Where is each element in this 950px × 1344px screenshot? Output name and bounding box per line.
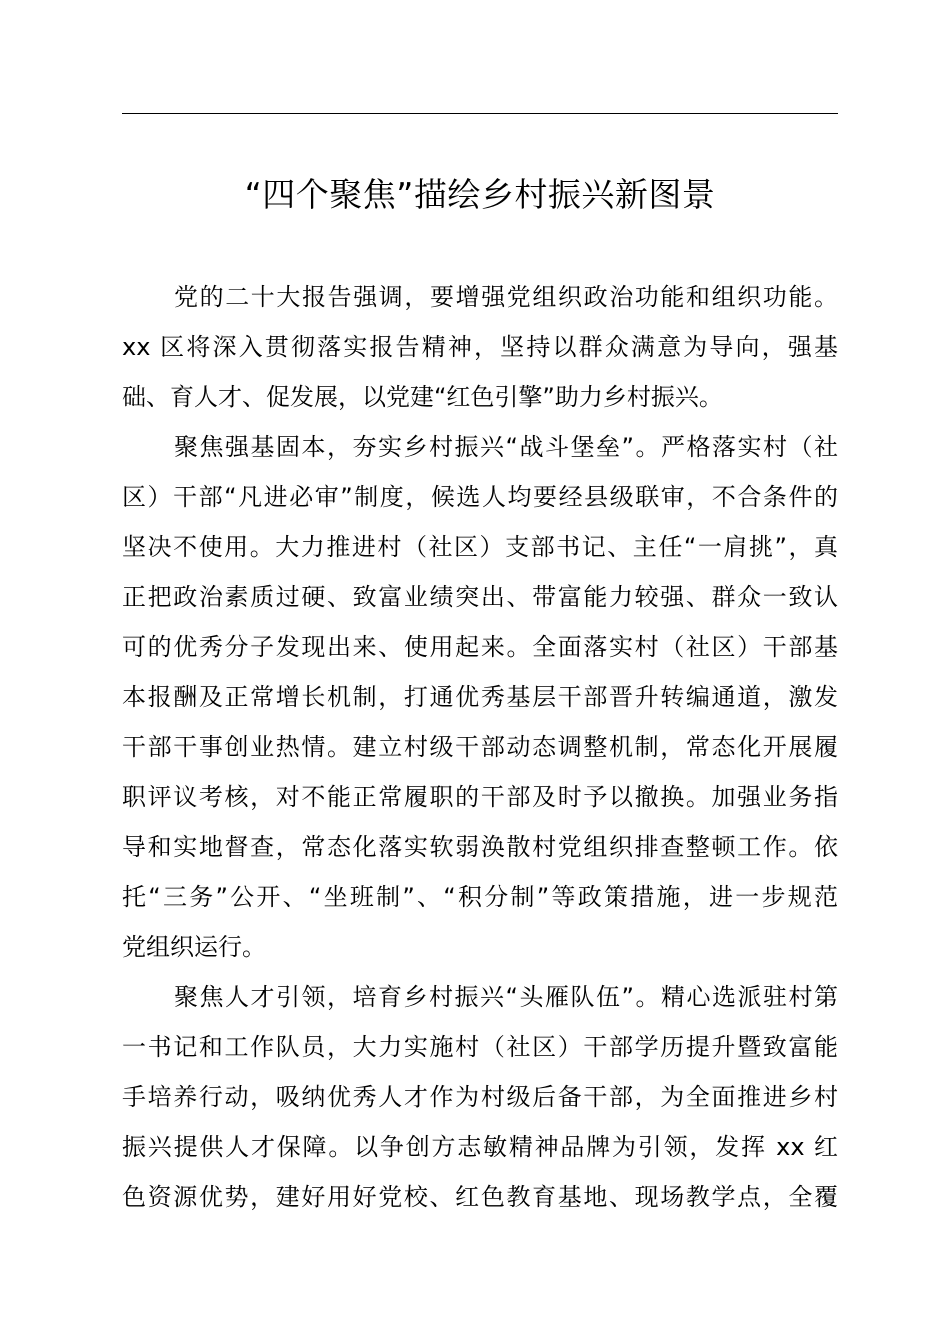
text-line: 党组织运行。: [122, 933, 266, 961]
paragraph: [122, 972, 838, 1222]
text-line: 正把政治素质过硬、致富业绩突出、带富能力较强、群众一致认: [122, 583, 838, 611]
text-line: 一书记和工作队员，大力实施村（社区）干部学历提升暨致富能: [122, 1033, 838, 1061]
text-line: 色资源优势，建好用好党校、红色教育基地、现场教学点，全覆: [122, 1183, 838, 1211]
text-line: 振兴提供人才保障。以争创方志敏精神品牌为引领，发挥 xx 红: [122, 1133, 838, 1161]
text-line: 可的优秀分子发现出来、使用起来。全面落实村（社区）干部基: [122, 633, 838, 661]
text-line: 聚焦强基固本，夯实乡村振兴“战斗堡垒”。严格落实村（社: [174, 433, 838, 461]
paragraph: [122, 422, 838, 972]
text-line: 区）干部“凡进必审”制度，候选人均要经县级联审，不合条件的: [122, 483, 838, 511]
text-line: 干部干事创业热情。建立村级干部动态调整机制，常态化开展履: [122, 733, 838, 761]
text-line: 础、育人才、促发展，以党建“红色引擎”助力乡村振兴。: [122, 383, 723, 411]
document-body: [122, 272, 838, 1222]
text-line: 党的二十大报告强调，要增强党组织政治功能和组织功能。: [174, 283, 838, 311]
text-line: 手培养行动，吸纳优秀人才作为村级后备干部，为全面推进乡村: [122, 1083, 838, 1111]
text-line: 职评议考核，对不能正常履职的干部及时予以撤换。加强业务指: [122, 783, 838, 811]
document-title: “四个聚焦”描绘乡村振兴新图景: [244, 175, 716, 214]
text-line: xx 区将深入贯彻落实报告精神，坚持以群众满意为导向，强基: [122, 333, 838, 361]
paragraph: [122, 272, 838, 422]
text-line: 聚焦人才引领，培育乡村振兴“头雁队伍”。精心选派驻村第: [174, 983, 838, 1011]
text-line: 托“三务”公开、“坐班制”、“积分制”等政策措施，进一步规范: [122, 883, 838, 911]
text-line: 坚决不使用。大力推进村（社区）支部书记、主任“一肩挑”，真: [122, 533, 838, 561]
text-line: 本报酬及正常增长机制，打通优秀基层干部晋升转编通道，激发: [122, 683, 838, 711]
text-line: 导和实地督查，常态化落实软弱涣散村党组织排查整顿工作。依: [122, 833, 838, 861]
header-rule: [122, 113, 838, 114]
